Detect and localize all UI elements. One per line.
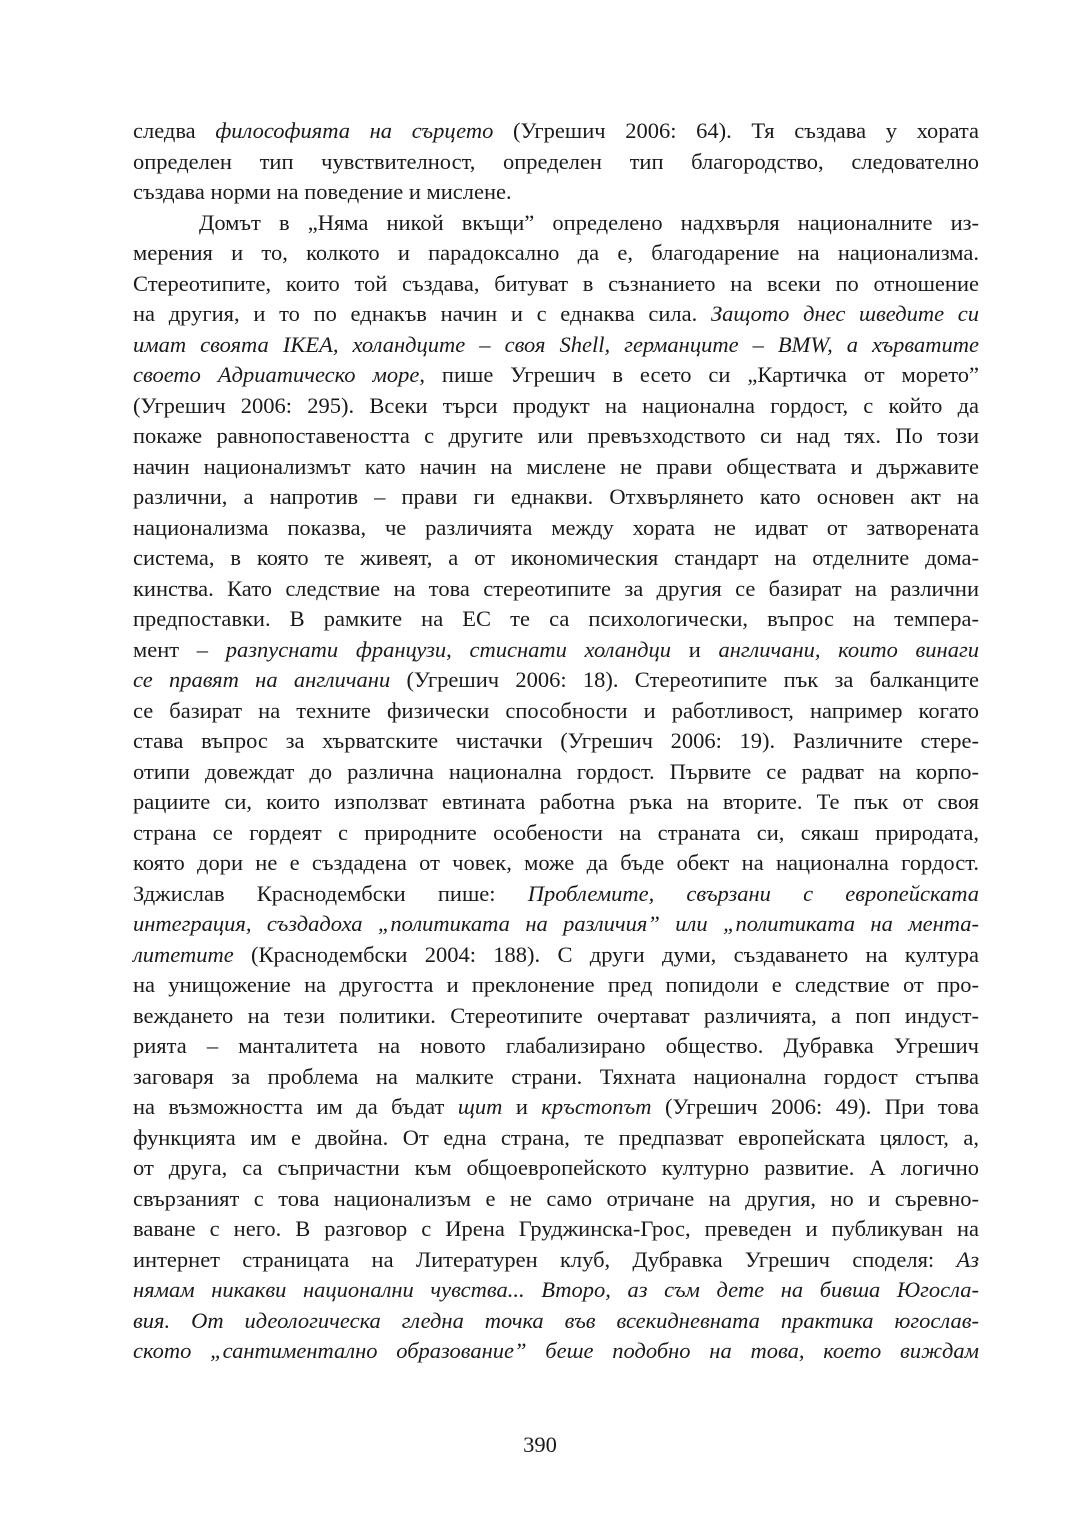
text-line bbox=[133, 1336, 979, 1367]
text-line bbox=[133, 177, 979, 208]
text-span: Домът в „Няма никой вкъщи” определено надхвърля националните из- bbox=[199, 209, 979, 235]
text-line bbox=[133, 482, 979, 513]
text-line bbox=[133, 452, 979, 483]
text-span: система, в която те живеят, а от икономическия стандарт на отделните дома- bbox=[133, 545, 979, 570]
text-span: свързаният с това национализъм е не само отричане на другия, но и съревно- bbox=[133, 1185, 979, 1211]
italic-text: ското „сантиментално образование” беше подобно на това, което виждам bbox=[133, 1338, 979, 1363]
text-line bbox=[133, 513, 979, 544]
text-line bbox=[133, 848, 979, 879]
text-line bbox=[133, 299, 979, 330]
italic-text: нямам никакви национални чувства... Второ, аз съм дете на бивша Югосла- bbox=[133, 1277, 979, 1302]
italic-text: стиснати холандци bbox=[469, 636, 672, 662]
text-span: става въпрос за хърватските чистачки (Угрешич 2006: 19). Различните стере- bbox=[133, 728, 979, 753]
text-line bbox=[133, 1001, 979, 1032]
text-span: , bbox=[446, 636, 470, 662]
text-span: Стереотипите, които той създава, битуват в съзнанието на всеки по отношение bbox=[133, 270, 979, 296]
text-line bbox=[133, 574, 979, 605]
text-line bbox=[133, 726, 979, 757]
italic-text: своето Адриатическо море bbox=[133, 362, 420, 387]
text-span: веждането на тези политики. Стереотипите очертават различията, а поп индуст- bbox=[133, 1002, 979, 1028]
text-line bbox=[133, 208, 979, 239]
text-line bbox=[133, 879, 979, 910]
text-line bbox=[133, 757, 979, 788]
text-span: начин национализмът като начин на мислене не прави обществата и държавите bbox=[133, 453, 979, 479]
italic-text: вия. От идеологическа гледна точка във всекидневната практика югослав- bbox=[133, 1307, 979, 1333]
text-line bbox=[133, 269, 979, 300]
text-span: от друга, са съпричастни към общоевропейското културно развитие. А логично bbox=[133, 1155, 979, 1180]
text-span: отипи довеждат до различна национална гордост. Първите се радват на корпо- bbox=[133, 758, 979, 784]
text-line bbox=[133, 421, 979, 452]
italic-text: имат своята IKEA, холандците – своя Shell, германците – BMW, а хърватите bbox=[133, 331, 979, 357]
text-line bbox=[133, 1123, 979, 1154]
text-line bbox=[133, 1306, 979, 1337]
body-text bbox=[133, 116, 979, 1367]
text-line bbox=[133, 940, 979, 971]
italic-text: философията на сърцето bbox=[215, 118, 494, 143]
italic-text: Защото днес шведите си bbox=[710, 301, 979, 326]
text-line bbox=[133, 391, 979, 422]
text-span: ваване с него. В разговор с Ирена Груджинска-Грос, преведен и публикуван на bbox=[133, 1216, 979, 1241]
italic-text: англичани, които винаги bbox=[718, 636, 979, 662]
text-span: на другия, и то по еднакъв начин и с еднаква сила. bbox=[133, 301, 711, 326]
text-span: , пише Угрешич в есето си „Картичка от морето” bbox=[419, 362, 979, 387]
text-line bbox=[133, 1275, 979, 1306]
text-line bbox=[133, 787, 979, 818]
text-line bbox=[133, 665, 979, 696]
text-line bbox=[133, 604, 979, 635]
text-span: рията – манталитета на новото глабализирано общество. Дубравка Угрешич bbox=[133, 1033, 979, 1058]
text-span: мент – bbox=[133, 636, 226, 662]
text-span: и bbox=[671, 636, 719, 662]
text-span: се базират на техните физически способности и работливост, например когато bbox=[133, 697, 979, 723]
page-number: 390 bbox=[523, 1432, 557, 1457]
text-span: мерения и то, колкото и парадоксално да е, благодарение на национализма. bbox=[133, 240, 979, 265]
italic-text: Проблемите, свързани с европейската bbox=[527, 880, 979, 906]
italic-text: разпуснати французи bbox=[225, 636, 447, 662]
text-line bbox=[133, 1031, 979, 1062]
text-span: страна се гордеят с природните особености на страната си, сякаш природата, bbox=[133, 819, 979, 845]
text-line bbox=[133, 147, 979, 178]
text-span: рациите си, които използват евтината работна ръка на вторите. Те пък от своя bbox=[133, 789, 979, 814]
text-line bbox=[133, 1184, 979, 1215]
text-line bbox=[133, 1214, 979, 1245]
italic-text: кръстопът bbox=[541, 1094, 652, 1119]
text-span: Зджислав Краснодембски пише: bbox=[133, 880, 528, 906]
text-span: създава норми на поведение и мислене. bbox=[133, 179, 512, 204]
text-span: интернет страницата на Литературен клуб, Дубравка Угрешич споделя: bbox=[133, 1246, 957, 1272]
text-span: следва bbox=[133, 118, 216, 143]
text-span: (Угрешич 2006: 18). Стереотипите пък за балканците bbox=[390, 667, 979, 692]
text-span: покаже равнопоставеността с другите или превъзходството си над тях. По този bbox=[133, 423, 979, 448]
text-line bbox=[133, 1153, 979, 1184]
text-span: заговаря за проблема на малките страни. Тяхната национална гордост стъпва bbox=[133, 1063, 979, 1089]
text-span: различни, а напротив – прави ги еднакви. Отхвърлянето като основен акт на bbox=[133, 484, 979, 509]
text-line bbox=[133, 696, 979, 727]
text-line bbox=[133, 818, 979, 849]
text-span: и bbox=[502, 1094, 542, 1119]
text-span: (Угрешич 2006: 49). При това bbox=[651, 1094, 979, 1119]
italic-text: щит bbox=[457, 1094, 503, 1119]
italic-text: интеграция, създадоха „политиката на различия” или „политиката на мента- bbox=[133, 911, 979, 936]
text-line bbox=[133, 970, 979, 1001]
text-span: на възможността им да бъдат bbox=[133, 1094, 458, 1119]
italic-text: литетите bbox=[133, 941, 234, 967]
text-line bbox=[133, 1062, 979, 1093]
text-span: кинства. Като следствие на това стереотипите за другия се базират на различни bbox=[133, 575, 979, 601]
text-line bbox=[133, 635, 979, 666]
text-span: която дори не е създадена от човек, може да бъде обект на национална гордост. bbox=[133, 850, 979, 875]
italic-text: се правят на англичани bbox=[133, 667, 391, 692]
text-line bbox=[133, 1092, 979, 1123]
text-span: (Угрешич 2006: 64). Тя създава у хората bbox=[493, 118, 979, 143]
text-line bbox=[133, 1245, 979, 1276]
text-span: национализма показва, че различията между хората не идват от затворената bbox=[133, 514, 979, 540]
italic-text: Аз bbox=[956, 1246, 979, 1272]
text-span: (Угрешич 2006: 295). Всеки търси продукт на национална гордост, с който да bbox=[133, 392, 979, 418]
text-span: предпоставки. В рамките на ЕС те са психологически, въпрос на темпера- bbox=[133, 606, 979, 631]
text-span: на унищожение на другостта и преклонение пред попидоли е следствие от про- bbox=[133, 972, 979, 997]
text-line bbox=[133, 909, 979, 940]
text-span: функцията им е двойна. От една страна, те предпазват европейската цялост, а, bbox=[133, 1124, 979, 1150]
text-line bbox=[133, 238, 979, 269]
text-line bbox=[133, 116, 979, 147]
text-span: определен тип чувствителност, определен тип благородство, следователно bbox=[133, 148, 979, 174]
text-line bbox=[133, 330, 979, 361]
text-line bbox=[133, 543, 979, 574]
text-span: (Краснодембски 2004: 188). С други думи, създаването на култура bbox=[233, 941, 979, 967]
text-line bbox=[133, 360, 979, 391]
